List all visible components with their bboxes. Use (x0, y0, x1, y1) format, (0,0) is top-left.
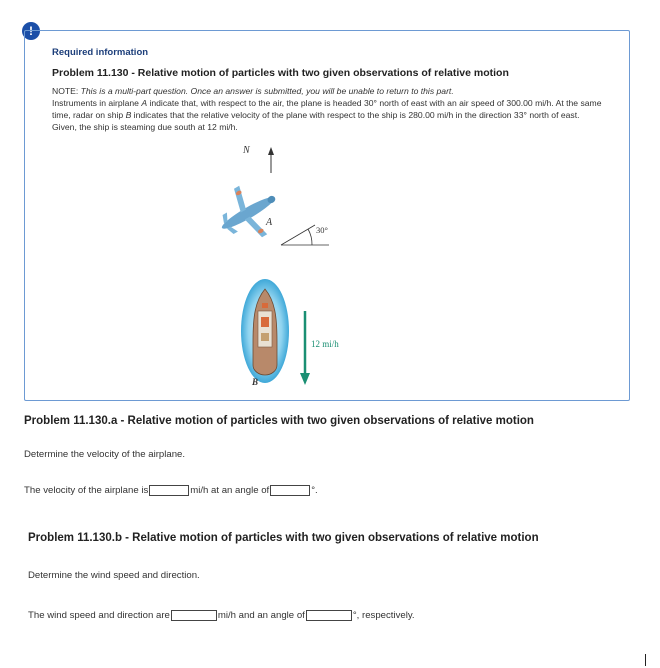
part-b-text-3: °, respectively. (352, 610, 415, 621)
plane-label: A (266, 217, 273, 228)
required-info-box (24, 30, 630, 401)
north-label: N (243, 145, 250, 156)
statement-part-3: indicates that the relative velocity of the plane with respect to the ship is 280.00 mi/h in the direction 33° north of east. Given, the ship is steaming due south at 12 mi/h. (52, 110, 580, 132)
angle-arc (308, 229, 312, 245)
wind-angle-input[interactable] (306, 610, 352, 621)
alert-icon: ! (22, 22, 40, 40)
part-a-prompt: Determine the velocity of the airplane. (24, 449, 186, 460)
part-b-title: Problem 11.130.b - Relative motion of particles with two given observations of relative motion (28, 532, 539, 544)
north-arrow-head (268, 147, 274, 155)
part-a-text-2: mi/h at an angle of (190, 485, 270, 496)
airplane-icon (208, 173, 289, 252)
part-a-text-1: The velocity of the airplane is (24, 485, 149, 496)
statement-part-1: Instruments in airplane (52, 98, 142, 108)
airplane-angle-input[interactable] (270, 485, 310, 496)
part-b-text-1: The wind speed and direction are (28, 610, 170, 621)
airplane-speed-input[interactable] (149, 485, 189, 496)
part-a-answer-line (24, 485, 318, 496)
statement-a: A (141, 98, 148, 108)
problem-note (52, 85, 602, 133)
problem-title: Problem 11.130 - Relative motion of particles with two given observations of relative motion (52, 67, 509, 79)
part-b-text-2: mi/h and an angle of (217, 610, 305, 621)
part-a-text-3: °. (311, 485, 318, 496)
part-b-answer-line (28, 610, 415, 621)
heading-line (281, 225, 315, 245)
problem-figure (195, 141, 375, 387)
note-text: This is a multi-part question. Once an answer is submitted, you will be unable to return to this part. (80, 86, 454, 96)
part-b-prompt: Determine the wind speed and direction. (28, 570, 200, 581)
statement-b: B (125, 110, 132, 120)
required-info-label: Required information (52, 47, 149, 58)
wind-speed-input[interactable] (171, 610, 217, 621)
speed-label: 12 mi/h (311, 339, 339, 349)
note-prefix: NOTE: (52, 86, 79, 96)
text-cursor (645, 654, 646, 666)
velocity-arrow-head (300, 373, 310, 385)
statement-part-2: indicate that, with respect to the air, the plane is headed 30° north of east with an air speed of 300.00 mi/h. At the same time, radar on ship (52, 98, 602, 120)
angle-label: 30° (316, 225, 328, 235)
part-a-title: Problem 11.130.a - Relative motion of particles with two given observations of relative motion (24, 415, 534, 427)
ship-label: B (252, 377, 259, 387)
